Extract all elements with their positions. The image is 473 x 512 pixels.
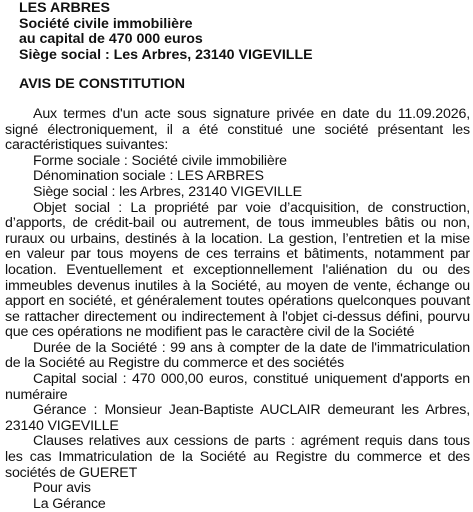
company-form: Société civile immobilière: [19, 15, 193, 32]
management-paragraph: Gérance : Monsieur Jean-Baptiste AUCLAIR demeurant les Arbres, 23140 VIGEVILLE: [5, 402, 470, 434]
registered-office: Siège social : Les Arbres, 23140 VIGEVILLE: [19, 46, 313, 63]
capital-paragraph: Capital social : 470 000,00 euros, constitué uniquement d'apports en numéraire: [5, 371, 470, 403]
field-form: Forme sociale : Société civile immobilière: [33, 152, 287, 169]
company-capital: au capital de 470 000 euros: [19, 31, 203, 48]
signature: La Gérance: [33, 495, 106, 512]
object-paragraph: Objet social : La propriété par voie d’acquisition, de construction, d’apports, de crédit-bail ou autrement, de tous immeubles bâtis ou non, ruraux ou urbains, destinés à la location. La gestion, l’entretien et la mise en valeur par tous moyens de ces terrains et bâtiments, notamment par location. Eventuellement et exceptionnellement l'aliénation du ou des immeubles devenus inutiles à la Société, au moyen de vente, échange ou apport en société, et généralement toutes opérations quelconques pouvant se rattacher directement ou indirectement à l'objet ci-dessus défini, pourvu que ces opérations ne modifient pas le caractère civil de la Société: [5, 199, 470, 341]
legal-notice: [5, 1, 470, 512]
transfer-clauses-paragraph: Clauses relatives aux cessions de parts : agrément requis dans tous les cas Immatriculation de la Société au Registre du commerce et des sociétés de GUERET: [5, 433, 470, 481]
notice-title: AVIS DE CONSTITUTION: [19, 76, 186, 93]
for-notice: Pour avis: [33, 480, 91, 497]
field-office: Siège social : les Arbres, 23140 VIGEVILLE: [33, 183, 302, 200]
intro-paragraph: Aux termes d'un acte sous signature privée en date du 11.09.2026, signé électroniquement, il a été constitué une société présentant les caractéristiques suivantes:: [5, 105, 470, 154]
duration-paragraph: Durée de la Société : 99 ans à compter de la date de l'immatriculation de la Société au Registre du commerce et des sociétés: [5, 339, 470, 372]
field-name: Dénomination sociale : LES ARBRES: [33, 168, 264, 185]
company-name: LES ARBRES: [19, 0, 110, 16]
